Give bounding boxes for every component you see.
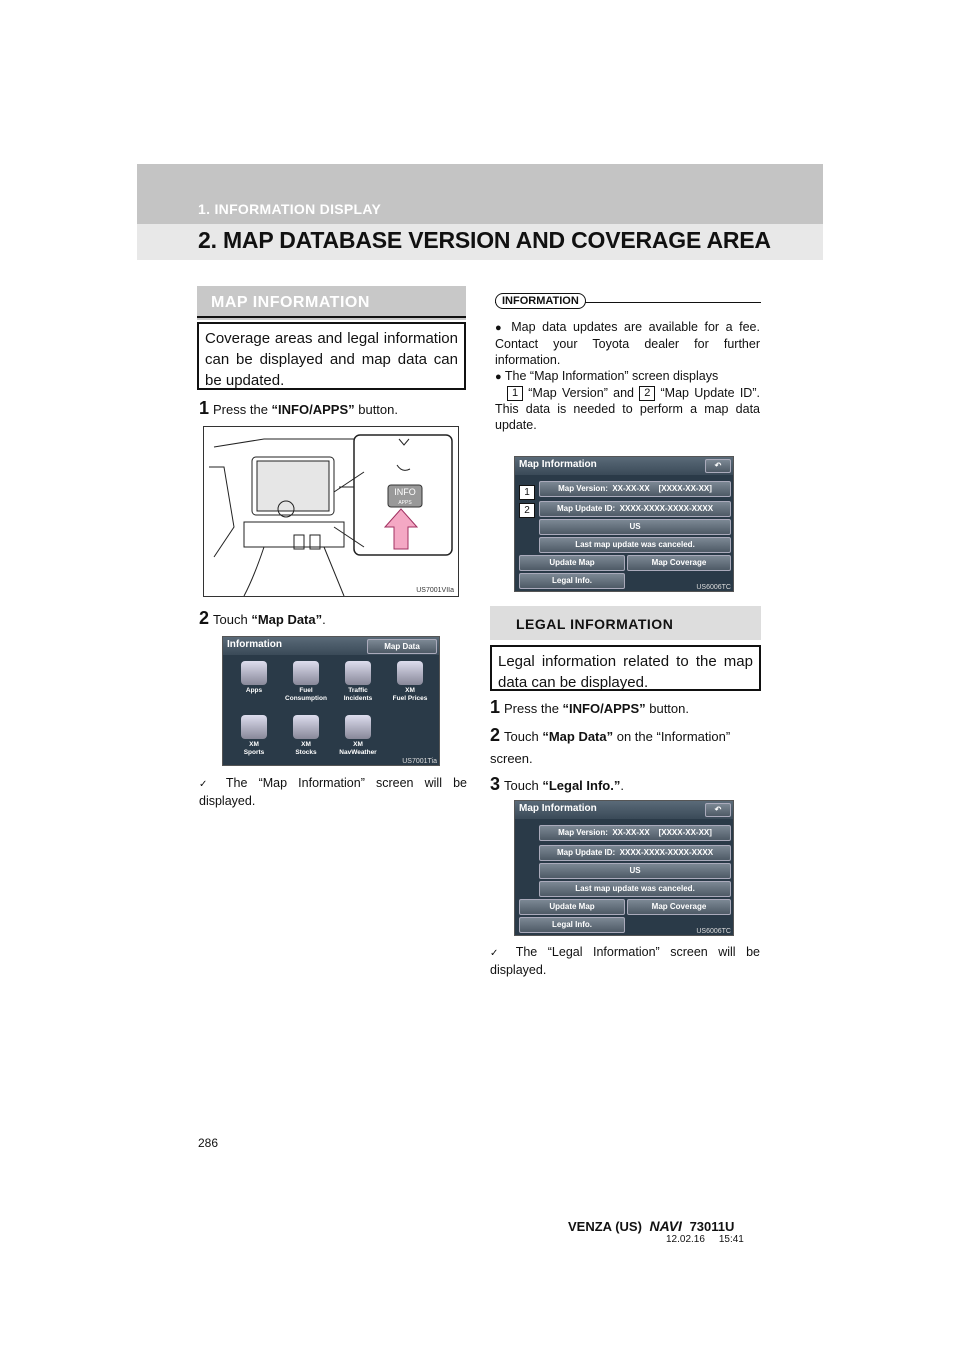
page-title: 2. MAP DATABASE VERSION AND COVERAGE AREA xyxy=(198,227,771,253)
information-screen xyxy=(222,636,440,766)
info-menu-item[interactable] xyxy=(335,661,381,709)
section-rule xyxy=(197,316,466,318)
page-number: 286 xyxy=(198,1136,219,1150)
step-number: 2 xyxy=(199,608,210,628)
marker-1: 1 xyxy=(519,485,535,500)
screen-title-bar: Map Information xyxy=(515,457,733,475)
info-bullet-2: ● The “Map Information” screen displays 1 “Map Version” and 2 “Map Update ID”. This data is needed to perform a map data update. xyxy=(495,369,760,433)
screen-title-bar: Map Information xyxy=(515,801,733,819)
legal-intro-box: Legal information related to the map data can be displayed. xyxy=(490,645,761,691)
legal-step-3: 3 Touch “Legal Info.”. xyxy=(490,774,624,794)
model-footer: VENZA (US) NAVI 73011U xyxy=(568,1218,735,1234)
menu-item-icon xyxy=(345,715,371,739)
back-button[interactable]: ↶ xyxy=(705,459,731,473)
apps-button-label: APPS xyxy=(398,500,412,506)
map-data-button[interactable]: Map Data xyxy=(367,639,437,654)
update-map-button[interactable]: Update Map xyxy=(519,555,625,571)
legal-step-1: 1 Press the “INFO/APPS” button. xyxy=(490,697,689,717)
map-coverage-button[interactable]: Map Coverage xyxy=(627,899,731,915)
menu-item-label: Traffic Incidents xyxy=(343,687,373,702)
menu-item-label: XM Fuel Prices xyxy=(392,687,428,702)
legal-result-bullet: ✓ The “Legal Information” screen will be displayed. xyxy=(490,945,760,977)
figure-caption: US6006TC xyxy=(696,584,731,591)
menu-item-icon xyxy=(241,715,267,739)
chapter-heading: 1. INFORMATION DISPLAY xyxy=(198,201,382,217)
number-marker-2: 2 xyxy=(639,386,655,401)
info-menu-item[interactable] xyxy=(283,715,329,763)
section-legal-information xyxy=(490,606,761,640)
dashboard-illustration xyxy=(203,426,459,597)
timestamp: 12.02.16 15:41 xyxy=(666,1234,744,1245)
figure-caption: US6006TC xyxy=(696,928,731,935)
figure-caption: US7001VIIa xyxy=(416,587,454,594)
section-map-information xyxy=(197,286,466,320)
legal-info-button[interactable]: Legal Info. xyxy=(519,917,625,933)
legal-step-2: 2 Touch “Map Data” on the “Information” screen. xyxy=(490,725,731,766)
region-row: US xyxy=(539,863,731,879)
section-title: MAP INFORMATION xyxy=(211,294,370,311)
menu-item-icon xyxy=(293,715,319,739)
info-bullet-1: ● Map data updates are available for a fee. Contact your Toyota dealer for further information. xyxy=(495,320,760,367)
intro-box: Coverage areas and legal information can be displayed and map data can be updated. xyxy=(197,322,466,390)
step-number: 1 xyxy=(490,697,501,717)
step-number: 1 xyxy=(199,398,210,418)
map-information-screen xyxy=(514,456,734,592)
info-menu-item[interactable] xyxy=(335,715,381,763)
map-update-id-row: Map Update ID: XXXX-XXXX-XXXX-XXXX xyxy=(539,845,731,861)
check-icon: ✓ xyxy=(490,948,506,959)
menu-item-icon xyxy=(293,661,319,685)
section-title: LEGAL INFORMATION xyxy=(516,616,674,632)
back-button[interactable]: ↶ xyxy=(705,803,731,817)
info-menu-item[interactable] xyxy=(231,661,277,709)
check-icon: ✓ xyxy=(199,779,216,790)
info-button-label: INFO xyxy=(394,487,416,497)
step-2: 2 Touch “Map Data”. xyxy=(199,608,326,628)
menu-item-icon xyxy=(345,661,371,685)
map-version-row: Map Version: XX-XX-XX [XXXX-XX-XX] xyxy=(539,481,731,497)
menu-item-label: Fuel Consumption xyxy=(285,687,327,702)
map-coverage-button[interactable]: Map Coverage xyxy=(627,555,731,571)
screen-title-bar: Information xyxy=(223,637,439,655)
info-menu-item[interactable] xyxy=(231,715,277,763)
status-message: Last map update was canceled. xyxy=(539,537,731,553)
region-row: US xyxy=(539,519,731,535)
map-update-id-row: Map Update ID: XXXX-XXXX-XXXX-XXXX xyxy=(539,501,731,517)
dashboard-drawing xyxy=(204,427,458,596)
bullet-icon: ● xyxy=(495,322,505,334)
figure-caption: US7001Tia xyxy=(402,758,437,765)
menu-item-icon xyxy=(241,661,267,685)
menu-item-label: Apps xyxy=(245,687,263,694)
legal-info-button[interactable]: Legal Info. xyxy=(519,573,625,589)
map-information-screen-legal xyxy=(514,800,734,936)
map-version-row: Map Version: XX-XX-XX [XXXX-XX-XX] xyxy=(539,825,731,841)
information-tag: INFORMATION xyxy=(495,293,586,309)
marker-2: 2 xyxy=(519,503,535,518)
bullet-icon: ● xyxy=(495,371,502,383)
menu-item-icon xyxy=(397,661,423,685)
update-map-button[interactable]: Update Map xyxy=(519,899,625,915)
step-number: 2 xyxy=(490,725,501,745)
info-menu-item[interactable] xyxy=(283,661,329,709)
step-1: 1 Press the “INFO/APPS” button. xyxy=(199,398,398,418)
menu-item-label: XM Sports xyxy=(243,741,265,756)
result-bullet: ✓ The “Map Information” screen will be displayed. xyxy=(199,776,467,808)
status-message: Last map update was canceled. xyxy=(539,881,731,897)
menu-item-label: XM Stocks xyxy=(295,741,317,756)
menu-item-label: XM NavWeather xyxy=(339,741,377,756)
step-number: 3 xyxy=(490,774,501,794)
info-menu-item[interactable] xyxy=(387,661,433,709)
number-marker-1: 1 xyxy=(507,386,523,401)
